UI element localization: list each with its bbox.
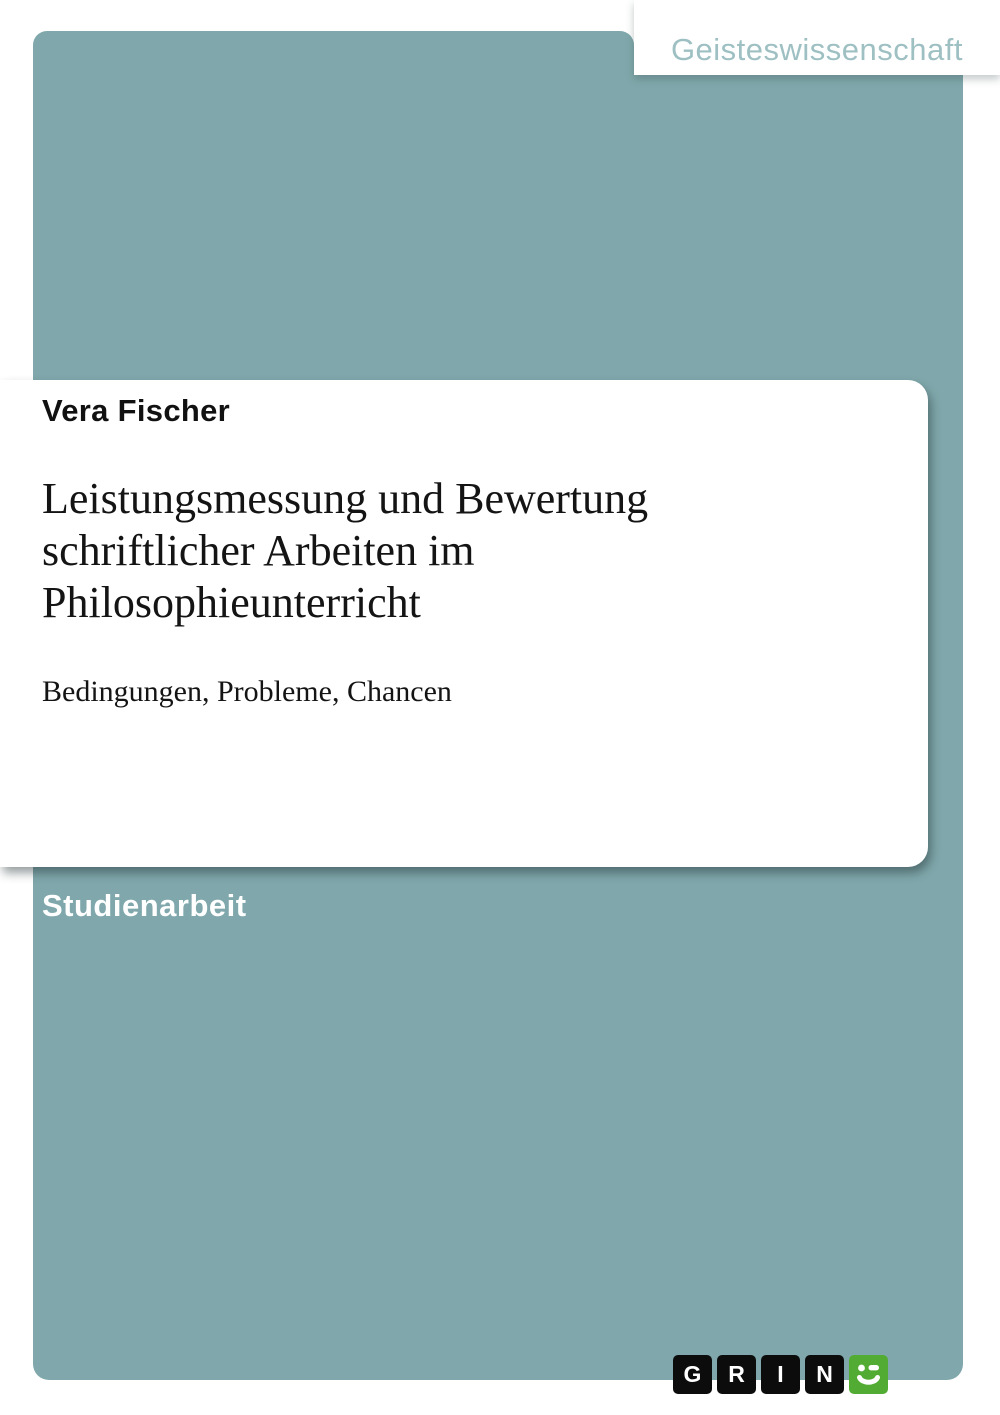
logo-letter-tile-i: I [761,1355,800,1394]
logo-letter-tile-r: R [717,1355,756,1394]
author-name: Vera Fischer [42,393,230,428]
category-banner [634,0,1000,75]
book-title: Leistungsmessung und Bewertung schriftlicher Arbeiten im Philosophieunterricht [42,474,649,627]
logo-letter-tile-g: G [673,1355,712,1394]
category-label: Geisteswissenschaft [670,32,963,67]
grin-logo [673,1355,888,1394]
logo-letter-tile-n: N [805,1355,844,1394]
book-subtitle: Bedingungen, Probleme, Chancen [42,675,452,708]
cover-background-top-tab [33,31,634,95]
title-panel [0,380,928,867]
wink-smiley-icon [849,1355,888,1394]
document-type-label: Studienarbeit [42,888,247,923]
